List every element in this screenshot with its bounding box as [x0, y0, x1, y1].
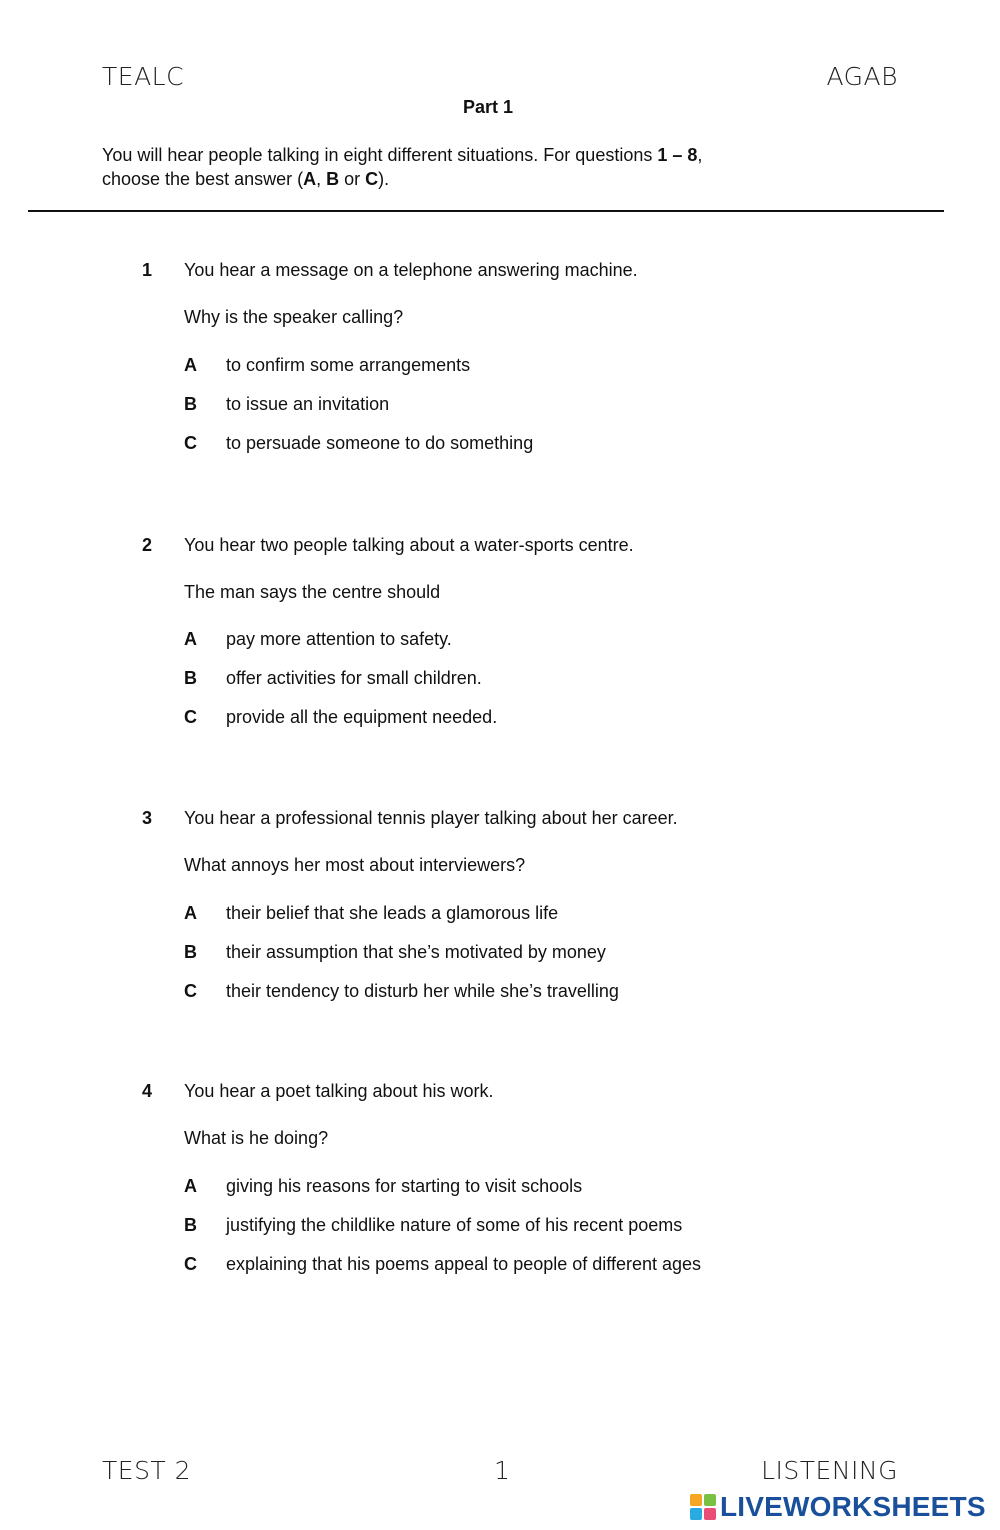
question-prompt: The man says the centre should	[184, 582, 441, 602]
option-c[interactable]	[184, 433, 533, 454]
option-letter: B	[184, 394, 197, 414]
option-text: their assumption that she’s motivated by money	[226, 942, 606, 962]
option-text: their tendency to disturb her while she’s travelling	[226, 981, 619, 1001]
logo-square	[704, 1508, 716, 1520]
question-prompt: What annoys her most about interviewers?	[184, 855, 526, 875]
option-b[interactable]	[184, 668, 482, 689]
divider	[28, 210, 944, 212]
header-right-label: AGAB	[826, 62, 898, 91]
question-prompt: Why is the speaker calling?	[184, 307, 404, 327]
option-c[interactable]	[184, 1254, 701, 1275]
instructions-text: choose the best answer (	[102, 169, 304, 189]
option-letter: B	[184, 1215, 197, 1235]
instructions-text: You will hear people talking in eight different situations. For questions	[102, 145, 658, 165]
instructions	[102, 143, 822, 191]
option-letter: C	[184, 1254, 197, 1274]
instructions-text: ).	[378, 169, 390, 189]
option-b[interactable]	[184, 394, 389, 415]
instructions-text: ,	[316, 169, 327, 189]
option-letter: B	[184, 668, 197, 688]
option-text: to issue an invitation	[226, 394, 390, 414]
logo-square	[704, 1494, 716, 1506]
option-letter: C	[365, 169, 379, 189]
question-number: 2	[142, 535, 153, 555]
instructions-text: or	[339, 169, 366, 189]
option-text: explaining that his poems appeal to people of different ages	[226, 1254, 702, 1274]
question-number: 1	[142, 260, 153, 280]
instructions-text: ,	[697, 145, 703, 165]
brand-text: LIVEWORKSHEETS	[720, 1491, 986, 1522]
option-a[interactable]	[184, 629, 452, 650]
option-text: their belief that she leads a glamorous life	[226, 903, 559, 923]
option-letter: B	[184, 942, 197, 962]
option-c[interactable]	[184, 707, 497, 728]
option-letter: A	[184, 629, 197, 649]
option-text: provide all the equipment needed.	[226, 707, 498, 727]
option-letter: C	[184, 707, 197, 727]
liveworksheets-logo-icon	[690, 1494, 716, 1520]
header-left-label: TEALC	[102, 62, 185, 91]
option-letter: B	[326, 169, 340, 189]
part-title: Part 1	[462, 97, 514, 117]
page-number: 1	[494, 1456, 511, 1485]
liveworksheets-brand[interactable]	[690, 1491, 986, 1523]
option-a[interactable]	[184, 1176, 582, 1197]
question-context: You hear a message on a telephone answering machine.	[184, 260, 638, 280]
question-context: You hear a poet talking about his work.	[184, 1081, 494, 1101]
option-text: offer activities for small children.	[226, 668, 482, 688]
option-letter: A	[184, 1176, 197, 1196]
footer-test-label: TEST 2	[102, 1456, 192, 1485]
option-letter: C	[184, 981, 197, 1001]
option-b[interactable]	[184, 1215, 682, 1236]
question-context: You hear two people talking about a water-sports centre.	[184, 535, 634, 555]
question-prompt: What is he doing?	[184, 1128, 329, 1148]
question-range: 1 – 8	[657, 145, 698, 165]
option-letter: C	[184, 433, 197, 453]
option-letter: A	[303, 169, 317, 189]
option-b[interactable]	[184, 942, 606, 963]
option-text: pay more attention to safety.	[226, 629, 452, 649]
option-text: to persuade someone to do something	[226, 433, 534, 453]
option-text: to confirm some arrangements	[226, 355, 471, 375]
option-a[interactable]	[184, 903, 558, 924]
logo-square	[690, 1508, 702, 1520]
option-c[interactable]	[184, 981, 619, 1002]
question-number: 3	[142, 808, 153, 828]
option-letter: A	[184, 355, 197, 375]
logo-square	[690, 1494, 702, 1506]
option-letter: A	[184, 903, 197, 923]
footer-section-label: LISTENING	[761, 1456, 898, 1485]
question-context: You hear a professional tennis player talking about her career.	[184, 808, 678, 828]
option-a[interactable]	[184, 355, 470, 376]
question-number: 4	[142, 1081, 153, 1101]
option-text: giving his reasons for starting to visit schools	[226, 1176, 583, 1196]
option-text: justifying the childlike nature of some of his recent poems	[226, 1215, 683, 1235]
